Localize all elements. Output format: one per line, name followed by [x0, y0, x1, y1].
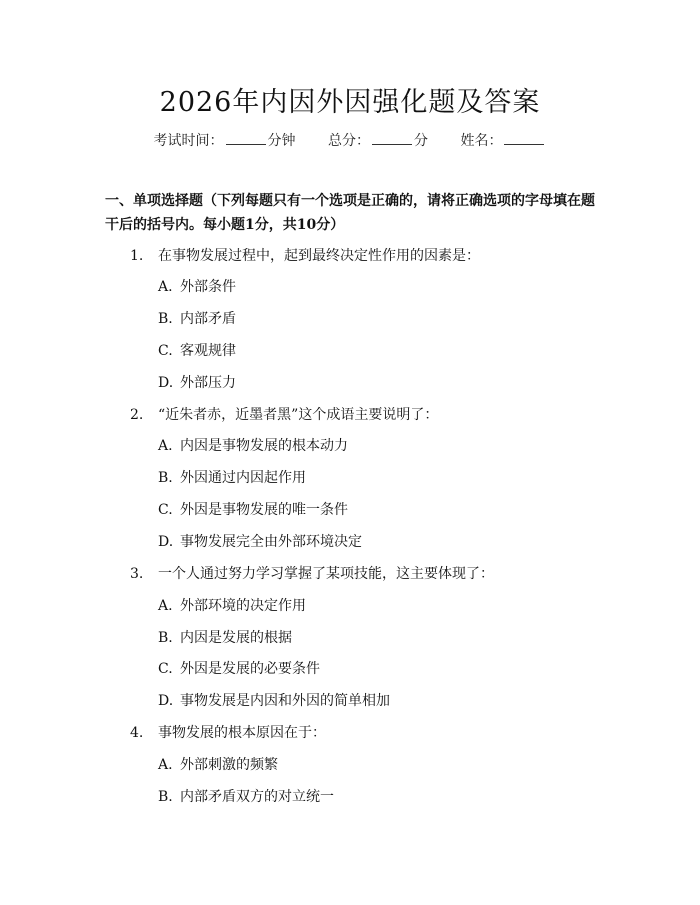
q3-option-a	[158, 595, 306, 615]
option-text: 内部矛盾	[180, 311, 236, 327]
option-letter: D.	[158, 534, 174, 550]
option-text: 外部压力	[180, 375, 236, 391]
question-2	[130, 404, 438, 424]
question-4	[130, 722, 326, 742]
q1-option-d	[158, 372, 236, 392]
question-text: 在事物发展过程中，起到最终决定性作用的因素是：	[158, 248, 480, 264]
q1-option-b	[158, 308, 236, 328]
option-letter: B.	[158, 789, 173, 805]
q3-option-b	[158, 627, 292, 647]
question-number: 4.	[130, 725, 144, 741]
q3-option-c	[158, 658, 320, 678]
name-label: 姓名：	[460, 133, 503, 149]
total-score-field	[328, 133, 432, 149]
question-number: 2.	[130, 407, 144, 423]
total-score-label: 总分：	[328, 133, 370, 149]
q2-option-c	[158, 499, 348, 519]
option-text: 内部矛盾双方的对立统一	[180, 789, 334, 805]
exam-time-label: 考试时间：	[153, 133, 224, 149]
option-letter: A.	[158, 757, 173, 773]
exam-time-blank	[226, 132, 266, 145]
question-1	[130, 245, 480, 265]
question-text: 一个人通过努力学习掌握了某项技能，这主要体现了：	[158, 566, 494, 582]
total-score-unit: 分	[414, 133, 428, 149]
option-text: 内因是事物发展的根本动力	[180, 438, 348, 454]
q2-option-d	[158, 531, 362, 551]
option-text: 事物发展是内因和外因的简单相加	[180, 693, 390, 709]
section-heading: 一、单项选择题（下列每题只有一个选项是正确的，请将正确选项的字母填在题干后的括号内。每小题1分，共10分）	[105, 193, 595, 233]
option-text: 事物发展完全由外部环境决定	[180, 534, 362, 550]
option-text: 外因是发展的必要条件	[180, 661, 320, 677]
option-text: 外因通过内因起作用	[180, 470, 306, 486]
option-letter: B.	[158, 311, 173, 327]
option-text: 外部环境的决定作用	[180, 598, 306, 614]
q3-option-d	[158, 690, 390, 710]
exam-time-unit: 分钟	[267, 133, 296, 149]
question-number: 3.	[130, 566, 144, 582]
question-3	[130, 563, 494, 583]
total-score-blank	[372, 132, 412, 145]
exam-time-field	[154, 133, 300, 149]
option-letter: B.	[158, 470, 173, 486]
option-letter: C.	[158, 343, 173, 359]
option-letter: A.	[158, 279, 173, 295]
q2-option-b	[158, 467, 306, 487]
q1-option-c	[158, 340, 236, 360]
option-text: 外部条件	[180, 279, 236, 295]
option-text: 客观规律	[180, 343, 236, 359]
option-text: 内因是发展的根据	[180, 630, 292, 646]
question-number: 1.	[130, 248, 144, 264]
q2-option-a	[158, 435, 348, 455]
option-letter: C.	[158, 502, 173, 518]
q4-option-a	[158, 754, 278, 774]
name-blank	[504, 132, 544, 145]
q4-option-b	[158, 786, 334, 806]
option-letter: D.	[158, 693, 174, 709]
exam-meta-line	[0, 130, 700, 150]
option-text: 外因是事物发展的唯一条件	[180, 502, 348, 518]
page-title: 2026年内因外因强化题及答案	[159, 87, 541, 118]
question-text: 事物发展的根本原因在于：	[158, 725, 326, 741]
option-text: 外部刺激的频繁	[180, 757, 278, 773]
option-letter: B.	[158, 630, 173, 646]
option-letter: A.	[158, 438, 173, 454]
option-letter: A.	[158, 598, 173, 614]
question-text: “近朱者赤，近墨者黑”这个成语主要说明了：	[158, 407, 439, 423]
q1-option-a	[158, 276, 236, 296]
option-letter: D.	[158, 375, 174, 391]
option-letter: C.	[158, 661, 173, 677]
name-field	[460, 133, 546, 149]
